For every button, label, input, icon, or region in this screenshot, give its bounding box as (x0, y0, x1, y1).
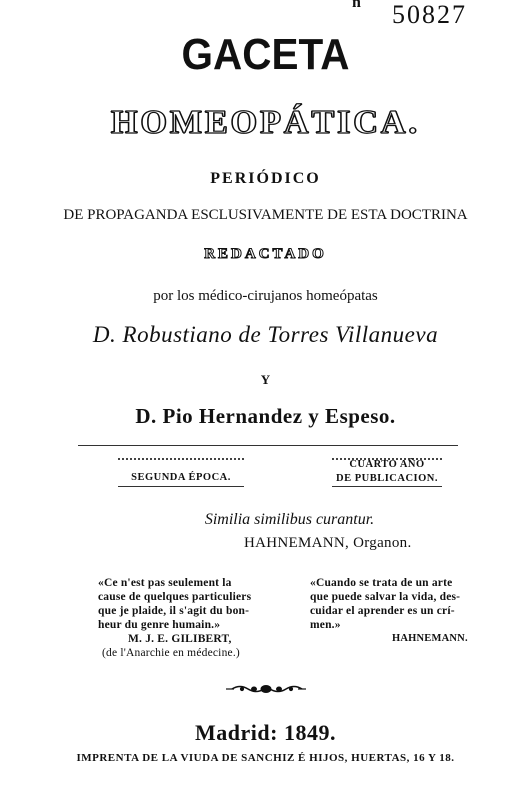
quote-right-signature: HAHNEMANN. (392, 633, 468, 644)
cuarto-rule-bottom (332, 486, 442, 487)
editor-name-2: D. Pio Hernandez y Espeso. (135, 404, 396, 428)
imprint-printer: IMPRENTA DE LA VIUDA DE SANCHIZ É HIJOS, HUERTAS, 16 Y 18. (76, 752, 455, 764)
quote-left-line: «Ce n'est pas seulement la (98, 577, 232, 589)
stamp-mark: n (352, 0, 361, 11)
title-homeopatica (0, 104, 531, 142)
imprint-place-year: Madrid: 1849. (195, 720, 336, 745)
subtitle-medicos: por los médico-cirujanos homeópatas (153, 288, 378, 304)
quote-left (98, 576, 288, 660)
epoca-rule-top (118, 458, 244, 460)
ornament-divider (0, 682, 531, 701)
quote-right-line: que puede salvar la vida, des- (310, 591, 461, 603)
quote-left-source: (de l'Anarchie en médecine.) (102, 647, 240, 659)
title-homeopatica-text: HOMEOPÁTICA. (111, 104, 420, 141)
quote-left-line: que je plaide, il s'agit du bon- (98, 605, 250, 617)
epoca-rule-bottom (118, 486, 244, 487)
editor-name-1: D. Robustiano de Torres Villanueva (92, 322, 439, 347)
motto-text: Similia similibus curantur. (204, 511, 375, 528)
quote-right (310, 576, 490, 646)
title-gaceta: GACETA (181, 30, 350, 79)
editor-conjunction: Y (260, 372, 271, 387)
ornament-flourish-icon (0, 682, 531, 696)
edition-cuarto-line1: CUARTO AÑO (349, 459, 425, 470)
edition-epoca: SEGUNDA ÉPOCA. (131, 472, 231, 483)
quote-left-line: heur du genre humain.» (98, 619, 221, 631)
edition-cuarto (322, 458, 452, 486)
quote-left-line: cause de quelques particuliers (98, 591, 252, 603)
edition-cuarto-line2: DE PUBLICACION. (335, 473, 438, 484)
subtitle-periodico: PERIÓDICO (210, 170, 321, 187)
motto-source: HAHNEMANN, Organon. (244, 535, 412, 551)
quote-right-line: men.» (310, 619, 341, 631)
subtitle-redactado: REDACTADO (204, 246, 327, 262)
subtitle-propaganda: DE PROPAGANDA ESCLUSIVAMENTE DE ESTA DOCTRINA (63, 207, 468, 223)
quote-right-line: «Cuando se trata de un arte (310, 577, 453, 589)
library-stamp-number: 50827 (392, 0, 467, 29)
quote-right-line: cuidar el aprender es un crí- (310, 605, 455, 617)
divider-rule (78, 445, 458, 446)
quote-left-signature: M. J. E. GILIBERT, (128, 633, 232, 645)
